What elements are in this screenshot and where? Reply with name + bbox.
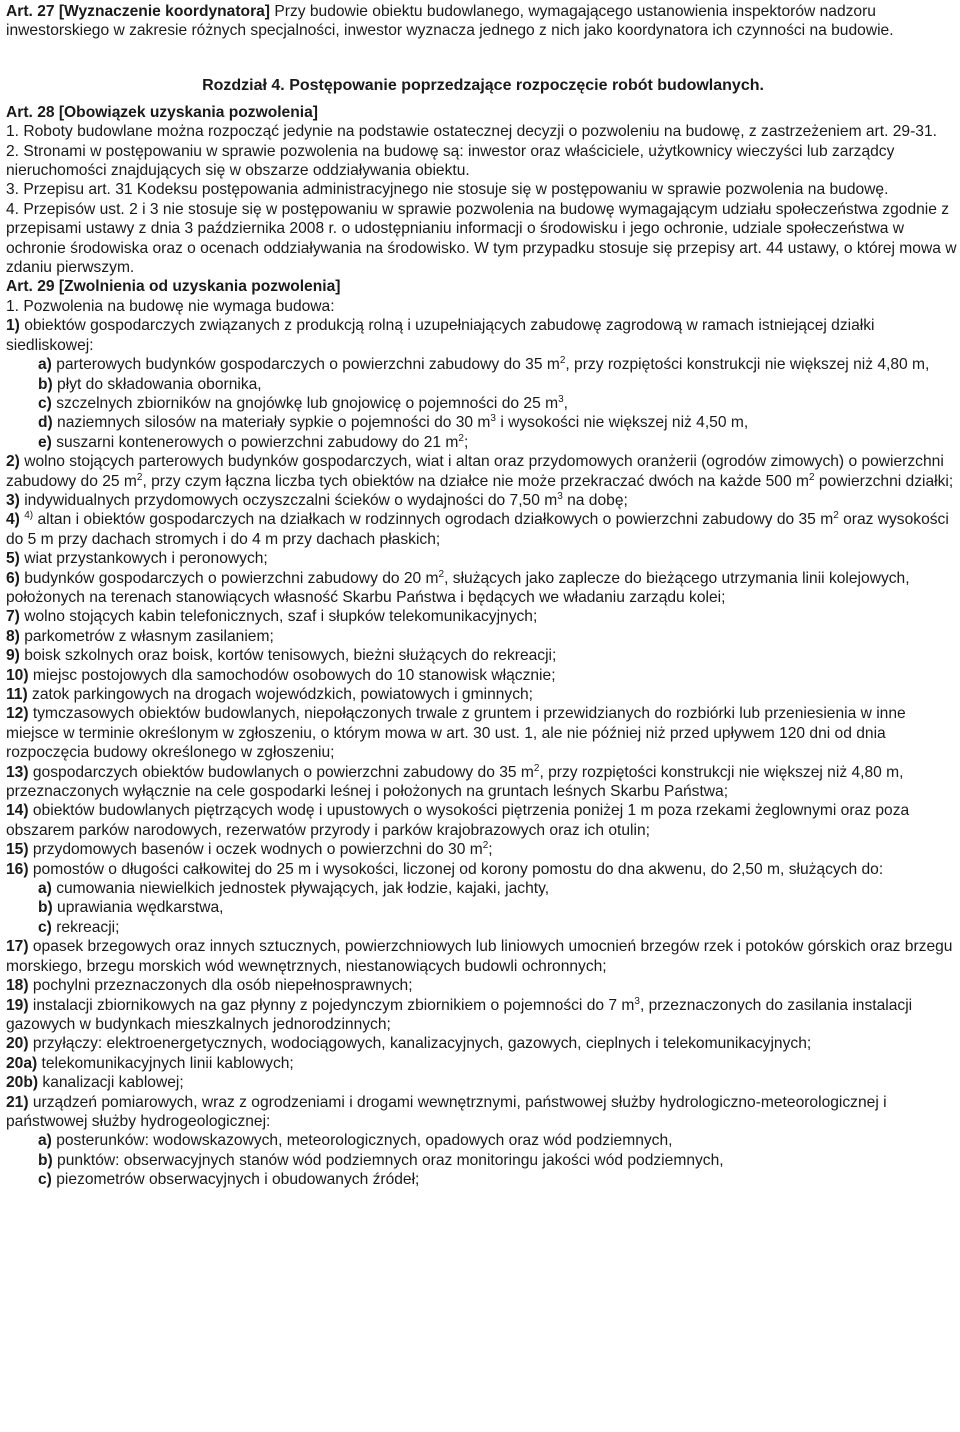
item-text: miejsc postojowych dla samochodów osobowych do 10 stanowisk włącznie; [28, 666, 556, 684]
item-letter: b) [38, 1151, 53, 1169]
list-item [6, 452, 960, 491]
item-number: 3) [6, 491, 20, 509]
item-text: zatok parkingowych na drogach wojewódzkich, powiatowych i gminnych; [27, 686, 534, 703]
item-text: wolno stojących parterowych budynków gospodarczych, wiat i altan oraz przydomowych oranżerii (ogrodów zimowych) o powierzchni zabudowy do 25 m [6, 453, 944, 490]
item-text: punktów: obserwacyjnych stanów wód podziemnych oraz monitoringu jakości wód podziemnych, [52, 1151, 724, 1169]
item-text: naziemnych silosów na materiały sypkie o pojemności do 30 m [52, 414, 491, 432]
item-number: 15) [6, 841, 29, 859]
list-item [6, 491, 960, 510]
art28-p4: 4. Przepisów ust. 2 i 3 nie stosuje się w postępowaniu w sprawie pozwolenia na budowę wymagającym udziału społeczeństwa zgodnie z przepisami ustawy z dnia 3 października 2008 r. o udostępnianiu informacji o środowisku i jego ochronie, udziale społeczeństwa w ochronie środowiska oraz o ocenach oddziaływania na środowisko. W tym przypadku stosuje się przepisy art. 44 ustawy, o której mowa w zdaniu pierwszym. [6, 200, 957, 277]
item-letter: a) [38, 356, 52, 374]
item-letter: a) [38, 880, 52, 898]
art28-p2: 2. Stronami w postępowaniu w sprawie pozwolenia na budowę są: inwestor oraz właściciele, użytkownicy wieczyści lub zarządcy nieruchomości znajdujących się w obszarze oddziaływania obiektu. [6, 142, 895, 180]
item-text: , służących jako zaplecze do bieżącego utrzymania linii kolejowych, położonych na terenach stanowiących własność Skarbu Państwa i będących we władaniu zarządu kolei; [6, 569, 910, 606]
list-item [6, 879, 960, 898]
footnote-marker: 4) [24, 510, 34, 522]
item-text: suszarni kontenerowych o powierzchni zabudowy do 21 m [51, 433, 459, 451]
list-item [6, 569, 960, 608]
item-text: tymczasowych obiektów budowlanych, niepołączonych trwale z gruntem i przewidzianych do rozbiórki lub przeniesienia w inne miejsce w terminie określonym w zgłoszeniu, o którym mowa w art. 30 ust. 1, ale nie później niż przed upływem 120 dni od dnia rozpoczęcia budowy określonego w zgłoszeniu; [6, 705, 906, 762]
list-item [6, 607, 960, 626]
list-item [6, 1034, 960, 1053]
item-number: 7) [6, 608, 20, 626]
item-number: 11) [6, 686, 28, 703]
list-item [6, 1073, 960, 1092]
art28-p3: 3. Przepisu art. 31 Kodeksu postępowania administracyjnego nie stosuje się w postępowaniu w sprawie pozwolenia na budowę. [6, 181, 889, 199]
item-text: wolno stojących kabin telefonicznych, szaf i słupków telekomunikacyjnych; [19, 608, 538, 626]
list-item [6, 316, 960, 355]
superscript: 2 [136, 471, 143, 483]
item-number: 21) [6, 1093, 29, 1111]
item-text: pochylni przeznaczonych dla osób niepełnosprawnych; [28, 977, 413, 995]
item-text: ; [463, 433, 469, 451]
item-text: boisk szkolnych oraz boisk, kortów tenisowych, bieżni służących do rekreacji; [19, 647, 557, 665]
item-text: opasek brzegowych oraz innych sztucznych, powierzchniowych lub liniowych umocnień brzegów rzek i potoków górskich oraz brzegu morskiego, brzegu morskich wód wewnętrznych, niestanowiących budowli ochronnych; [6, 938, 953, 975]
item-text: powierzchni działki; [814, 472, 954, 490]
list-item [6, 666, 960, 685]
list-item [6, 549, 960, 568]
item-text: przyłączy: elektroenergetycznych, wodociągowych, kanalizacyjnych, gazowych, cieplnych i telekomunikacyjnych; [28, 1035, 812, 1053]
list-item [6, 1131, 960, 1150]
item-text: gospodarczych obiektów budowlanych o powierzchni zabudowy do 35 m [28, 763, 534, 781]
item-text: instalacji zbiornikowych na gaz płynny z pojedynczym zbiornikiem o pojemności do 7 m [28, 996, 635, 1014]
item-number: 2) [6, 453, 20, 471]
list-item [6, 1151, 960, 1170]
item-text: i wysokości nie większej niż 4,50 m, [495, 414, 749, 432]
list-item [6, 996, 960, 1035]
item-number: 18) [6, 977, 29, 995]
item-text: szczelnych zbiorników na gnojówkę lub gnojowicę o pojemności do 25 m [51, 394, 559, 412]
item-text: kanalizacji kablowej; [38, 1074, 184, 1092]
item-text: , przy rozpiętości konstrukcji nie większej niż 4,80 m, przeznaczonych wyłącznie na cele gospodarki leśnej i położonych na gruntach leśnych Skarbu Państwa; [6, 763, 904, 801]
list-item [6, 898, 960, 917]
item-text: , przy rozpiętości konstrukcji nie większej niż 4,80 m, [565, 356, 930, 374]
art29-label: Art. 29 [Zwolnienia od uzyskania pozwolenia] [6, 278, 341, 296]
item-text: posterunków: wodowskazowych, meteorologicznych, opadowych oraz wód podziemnych, [51, 1132, 673, 1150]
list-item [6, 801, 960, 840]
superscript: 3 [490, 413, 496, 425]
superscript: 2 [482, 840, 489, 852]
item-text: na dobę; [562, 491, 628, 509]
superscript: 3 [557, 490, 563, 502]
item-number: 14) [6, 802, 29, 820]
list-item [6, 704, 960, 762]
list-item [6, 510, 960, 549]
list-item [6, 840, 960, 859]
item-number: 19) [6, 996, 29, 1014]
item-text: parkometrów z własnym zasilaniem; [19, 627, 274, 645]
item-number: 5) [6, 550, 20, 568]
item-letter: a) [38, 1132, 52, 1150]
list-item [6, 375, 960, 394]
superscript: 2 [833, 510, 839, 522]
item-text: urządzeń pomiarowych, wraz z ogrodzeniami i drogami wewnętrznymi, państwowej służby hydrologiczno-meteorologicznej i państwowej służby hydrogeologicznej: [6, 1093, 887, 1130]
list-item [6, 860, 960, 879]
list-item [6, 1170, 960, 1189]
item-text: uprawiania wędkarstwa, [52, 899, 224, 917]
item-number: 17) [6, 938, 29, 956]
item-number: 12) [6, 705, 29, 723]
item-number: 20) [6, 1035, 29, 1053]
item-text: parterowych budynków gospodarczych o powierzchni zabudowy do 35 m [51, 356, 560, 374]
item-text: telekomunikacyjnych linii kablowych; [37, 1054, 294, 1072]
list-item [6, 763, 960, 802]
item-text: rekreacji; [51, 918, 120, 936]
list-item [6, 413, 960, 432]
item-text: przydomowych basenów i oczek wodnych o powierzchni do 30 m [28, 841, 483, 859]
item-letter: c) [38, 918, 52, 936]
item-number: 20b) [6, 1074, 39, 1092]
item-letter: c) [38, 394, 52, 412]
item-letter: b) [38, 899, 53, 917]
item-number: 10) [6, 666, 29, 684]
item-text: pomostów o długości całkowitej do 25 m i wysokości, liczonej od korony pomostu do dna akwenu, do 2,50 m, służących do: [28, 860, 884, 878]
item-text: , przeznaczonych do zasilania instalacji gazowych w budynkach mieszkalnych jednorodzinnych; [6, 996, 913, 1033]
item-text: piezometrów obserwacyjnych i obudowanych źródeł; [51, 1171, 420, 1189]
item-text: obiektów budowlanych piętrzących wodę i upustowych o wysokości piętrzenia poniżej 1 m poza rzekami żeglownymi oraz poza obszarem parków narodowych, rezerwatów przyrody i parków krajobrazowych oraz ich otulin; [6, 802, 910, 839]
item-number: 13) [6, 763, 29, 781]
item-text: indywidualnych przydomowych oczyszczalni ścieków o wydajności do 7,50 m [19, 491, 558, 509]
item-text: , [563, 394, 568, 412]
item-text: oraz wysokości do 5 m przy dachach stromych i do 4 m przy dachach płaskich; [6, 511, 949, 548]
item-text: altan i obiektów gospodarczych na działkach w rodzinnych ogrodach działkowych o powierzchni zabudowy do 35 m [33, 511, 834, 529]
superscript: 3 [634, 995, 640, 1007]
superscript: 2 [808, 471, 815, 483]
item-text: ; [488, 841, 493, 859]
item-text: cumowania niewielkich jednostek pływających, jak łodzie, kajaki, jachty, [51, 880, 550, 898]
art27-text: Przy budowie obiektu budowlanego, wymagającego ustanowienia inspektorów nadzoru inwestorskiego w zakresie różnych specjalności, inwestor wyznacza jednego z nich jako koordynatora ich czynności na budowie. [6, 3, 894, 40]
list-item [6, 685, 960, 704]
item-text: obiektów gospodarczych związanych z produkcją rolną i uzupełniających zabudowę zagrodową w ramach istniejącej działki siedliskowej: [6, 317, 875, 354]
list-item [6, 1054, 960, 1073]
item-text: budynków gospodarczych o powierzchni zabudowy do 20 m [19, 569, 439, 587]
art27-paragraph [6, 2, 960, 41]
superscript: 2 [533, 762, 540, 774]
superscript: 3 [558, 393, 564, 405]
list-item [6, 394, 960, 413]
item-number: 16) [6, 860, 29, 878]
art28-label: Art. 28 [Obowiązek uzyskania pozwolenia] [6, 103, 318, 121]
superscript: 2 [438, 568, 445, 580]
item-text: wiat przystankowych i peronowych; [19, 550, 268, 568]
item-number: 4) [6, 511, 20, 529]
item-letter: c) [38, 1171, 52, 1189]
item-number: 6) [6, 569, 20, 587]
list-item [6, 433, 960, 452]
item-letter: d) [38, 414, 53, 432]
list-item [6, 918, 960, 937]
art29-intro: 1. Pozwolenia na budowę nie wymaga budowa: [6, 297, 335, 315]
item-number: 8) [6, 627, 20, 645]
list-item [6, 627, 960, 646]
list-item [6, 646, 960, 665]
superscript: 2 [458, 432, 464, 444]
item-number: 9) [6, 647, 20, 665]
list-item [6, 976, 960, 995]
item-text: płyt do składowania obornika, [52, 375, 262, 393]
chapter-heading: Rozdział 4. Postępowanie poprzedzające rozpoczęcie robót budowlanych. [202, 76, 764, 94]
art27-label: Art. 27 [Wyznaczenie koordynatora] [6, 3, 271, 20]
list-item [6, 937, 960, 976]
list-item [6, 355, 960, 374]
item-number: 1) [6, 317, 20, 335]
superscript: 2 [559, 354, 566, 366]
item-letter: b) [38, 375, 53, 393]
item-text: , przy czym łączna liczba tych obiektów na działce nie może przekraczać dwóch na każde 500 m [142, 472, 809, 490]
item-number: 20a) [6, 1054, 38, 1072]
item-letter: e) [38, 433, 52, 451]
list-item [6, 1093, 960, 1132]
art28-p1: 1. Roboty budowlane można rozpocząć jedynie na podstawie ostatecznej decyzji o pozwoleniu na budowę, z zastrzeżeniem art. 29-31. [6, 123, 937, 141]
